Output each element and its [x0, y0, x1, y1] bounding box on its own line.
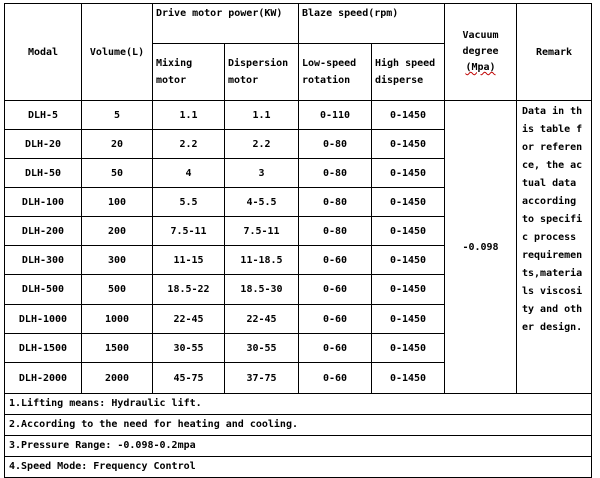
cell-high-speed: 0-1450	[372, 130, 445, 159]
header-blaze-speed: Blaze speed(rpm)	[299, 4, 445, 44]
cell-model: DLH-20	[5, 130, 82, 159]
cell-high-speed: 0-1450	[372, 101, 445, 130]
cell-dispersion-motor: 11-18.5	[225, 246, 299, 275]
cell-low-speed: 0-80	[299, 130, 372, 159]
cell-volume: 50	[82, 159, 153, 188]
header-high-speed-disperse: High speed disperse	[372, 44, 445, 101]
note-3: 3.Pressure Range: -0.098-0.2mpa	[5, 436, 592, 457]
header-remark: Remark	[517, 4, 592, 101]
cell-high-speed: 0-1450	[372, 334, 445, 363]
header-low-speed-rotation: Low-speed rotation	[299, 44, 372, 101]
cell-mixing-motor: 4	[153, 159, 225, 188]
cell-low-speed: 0-60	[299, 275, 372, 305]
cell-mixing-motor: 22-45	[153, 305, 225, 334]
cell-low-speed: 0-60	[299, 305, 372, 334]
cell-high-speed: 0-1450	[372, 246, 445, 275]
cell-mixing-motor: 1.1	[153, 101, 225, 130]
note-row	[5, 457, 592, 478]
remark-text: Data in this table for reference, the actual data according to specific process requirements,materials viscosity and other design.	[517, 101, 592, 394]
cell-volume: 5	[82, 101, 153, 130]
header-mixing-motor: Mixing motor	[153, 44, 225, 101]
cell-volume: 2000	[82, 363, 153, 394]
cell-model: DLH-100	[5, 188, 82, 217]
cell-high-speed: 0-1450	[372, 305, 445, 334]
cell-high-speed: 0-1450	[372, 275, 445, 305]
cell-dispersion-motor: 37-75	[225, 363, 299, 394]
cell-low-speed: 0-60	[299, 246, 372, 275]
header-modal: Modal	[5, 4, 82, 101]
cell-high-speed: 0-1450	[372, 217, 445, 246]
note-2: 2.According to the need for heating and cooling.	[5, 415, 592, 436]
cell-mixing-motor: 11-15	[153, 246, 225, 275]
vacuum-value: -0.098	[445, 101, 517, 394]
cell-volume: 1000	[82, 305, 153, 334]
cell-model: DLH-300	[5, 246, 82, 275]
note-row	[5, 394, 592, 415]
cell-model: DLH-1500	[5, 334, 82, 363]
note-4: 4.Speed Mode: Frequency Control	[5, 457, 592, 478]
header-vacuum-degree	[445, 4, 517, 101]
cell-mixing-motor: 45-75	[153, 363, 225, 394]
cell-dispersion-motor: 2.2	[225, 130, 299, 159]
spec-table	[4, 3, 592, 478]
cell-model: DLH-500	[5, 275, 82, 305]
cell-dispersion-motor: 1.1	[225, 101, 299, 130]
cell-mixing-motor: 30-55	[153, 334, 225, 363]
vacuum-label-line2: degree	[462, 46, 499, 57]
cell-volume: 100	[82, 188, 153, 217]
cell-low-speed: 0-60	[299, 363, 372, 394]
cell-low-speed: 0-60	[299, 334, 372, 363]
header-drive-motor-power: Drive motor power(KW)	[153, 4, 299, 44]
cell-dispersion-motor: 22-45	[225, 305, 299, 334]
cell-dispersion-motor: 18.5-30	[225, 275, 299, 305]
cell-volume: 500	[82, 275, 153, 305]
cell-model: DLH-5	[5, 101, 82, 130]
note-row	[5, 436, 592, 457]
cell-volume: 200	[82, 217, 153, 246]
cell-model: DLH-2000	[5, 363, 82, 394]
cell-dispersion-motor: 7.5-11	[225, 217, 299, 246]
cell-high-speed: 0-1450	[372, 363, 445, 394]
table-row	[5, 101, 592, 130]
spec-table-container	[4, 3, 592, 478]
vacuum-unit: (Mpa)	[465, 62, 496, 73]
cell-mixing-motor: 5.5	[153, 188, 225, 217]
cell-volume: 1500	[82, 334, 153, 363]
cell-volume: 300	[82, 246, 153, 275]
cell-volume: 20	[82, 130, 153, 159]
cell-model: DLH-1000	[5, 305, 82, 334]
note-1: 1.Lifting means: Hydraulic lift.	[5, 394, 592, 415]
header-volume: Volume(L)	[82, 4, 153, 101]
cell-low-speed: 0-80	[299, 188, 372, 217]
cell-mixing-motor: 2.2	[153, 130, 225, 159]
cell-high-speed: 0-1450	[372, 159, 445, 188]
cell-low-speed: 0-80	[299, 159, 372, 188]
cell-high-speed: 0-1450	[372, 188, 445, 217]
cell-low-speed: 0-80	[299, 217, 372, 246]
cell-dispersion-motor: 30-55	[225, 334, 299, 363]
vacuum-label-line1: Vacuum	[462, 30, 499, 41]
cell-model: DLH-200	[5, 217, 82, 246]
cell-dispersion-motor: 3	[225, 159, 299, 188]
cell-mixing-motor: 18.5-22	[153, 275, 225, 305]
note-row	[5, 415, 592, 436]
cell-low-speed: 0-110	[299, 101, 372, 130]
cell-mixing-motor: 7.5-11	[153, 217, 225, 246]
cell-dispersion-motor: 4-5.5	[225, 188, 299, 217]
header-dispersion-motor: Dispersion motor	[225, 44, 299, 101]
cell-model: DLH-50	[5, 159, 82, 188]
